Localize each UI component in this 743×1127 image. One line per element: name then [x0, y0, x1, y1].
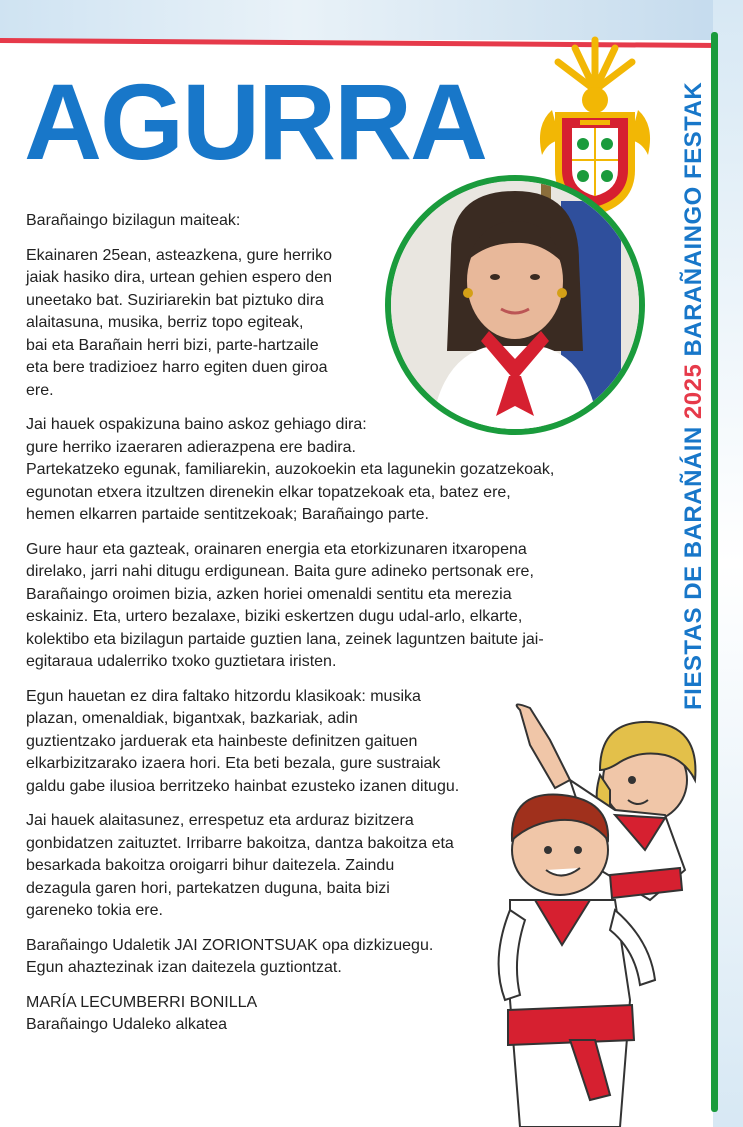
- side-title-year: 2025: [680, 363, 707, 420]
- side-title-part2: BARAÑAINGO FESTAK: [680, 81, 707, 364]
- festival-children-illustration: [450, 700, 720, 1127]
- letter-paragraph: Gure haur eta gazteak, orainaren energia eta etorkizunaren itxaropena direlako, jarri nahi ditugu erdigunean. Baita gure adineko pertsonak ere, Barañaingo oroimen bizia, azken horiei omenaldi sentitu eta merezia eskainiz. Eta, urtero bezalaxe, biziki eskertzen dugu udal-arlo, elkarte, kolektibo eta bizilagun partaide guztien lana, zeinek laguntzen baitute jai- egitaraua udalerriko txoko guztietara iristen.: [26, 540, 544, 670]
- letter-paragraph: Jai hauek ospakizuna baino askoz gehiago dira: gure herriko izaeraren adierazpena ere badira. Partekatzeko egunak, familiarekin, auzokoekin eta lagunekin gozatzekoak, egunotan etxera itzultzen direnekin elkar topatzekoak eta, batez ere, hemen elkarren partaide sentitzekoak; Barañaingo parte.: [26, 416, 555, 523]
- page-headline: AGURRA: [24, 61, 486, 182]
- letter-greeting: Barañaingo bizilagun maiteak:: [26, 212, 241, 229]
- signature-role: Barañaingo Udaleko alkatea: [26, 1016, 228, 1033]
- side-title-part1: FIESTAS DE BARAÑÁIN: [680, 419, 707, 710]
- signature-name: MARÍA LECUMBERRI BONILLA: [26, 993, 258, 1011]
- letter-paragraph: Jai hauek alaitasunez, errespetuz eta arduraz bizitzera gonbidatzen zaituztet. Irribarre bakoitza, dantza bakoitza eta besarkada bakoitza oroigarri bihur daitezela. Zaindu dezagula garen hori, partekatzen duguna, baita bizi gareneko tokia ere.: [26, 812, 454, 919]
- vertical-festival-title: [680, 20, 708, 710]
- letter-paragraph: Egun hauetan ez dira faltako hitzordu klasikoak: musika plazan, omenaldiak, bigantxak, bazkariak, adin guztientzako jarduerak eta hainbeste definitzen gaituen elkarbizitzarako izaera hori. Eta beti bezala, gure sustraiak galdu gabe ilusioa berritzeko hainbat ezusteko izanen ditugu.: [26, 687, 460, 795]
- letter-paragraph: Ekainaren 25ean, asteazkena, gure herriko jaiak hasiko dira, urtean gehien espero den uneetako bat. Suziriarekin bat piztuko dira alaitasuna, musika, berriz topo egiteak, bai eta Barañain herri bizi, parte-hartzaile eta bere tradizioez harro egiten duen giroa ere.: [26, 246, 332, 399]
- letter-paragraph: Barañaingo Udaletik JAI ZORIONTSUAK opa dizkizuegu. Egun ahaztezinak izan daitezela guztiontzat.: [26, 936, 434, 976]
